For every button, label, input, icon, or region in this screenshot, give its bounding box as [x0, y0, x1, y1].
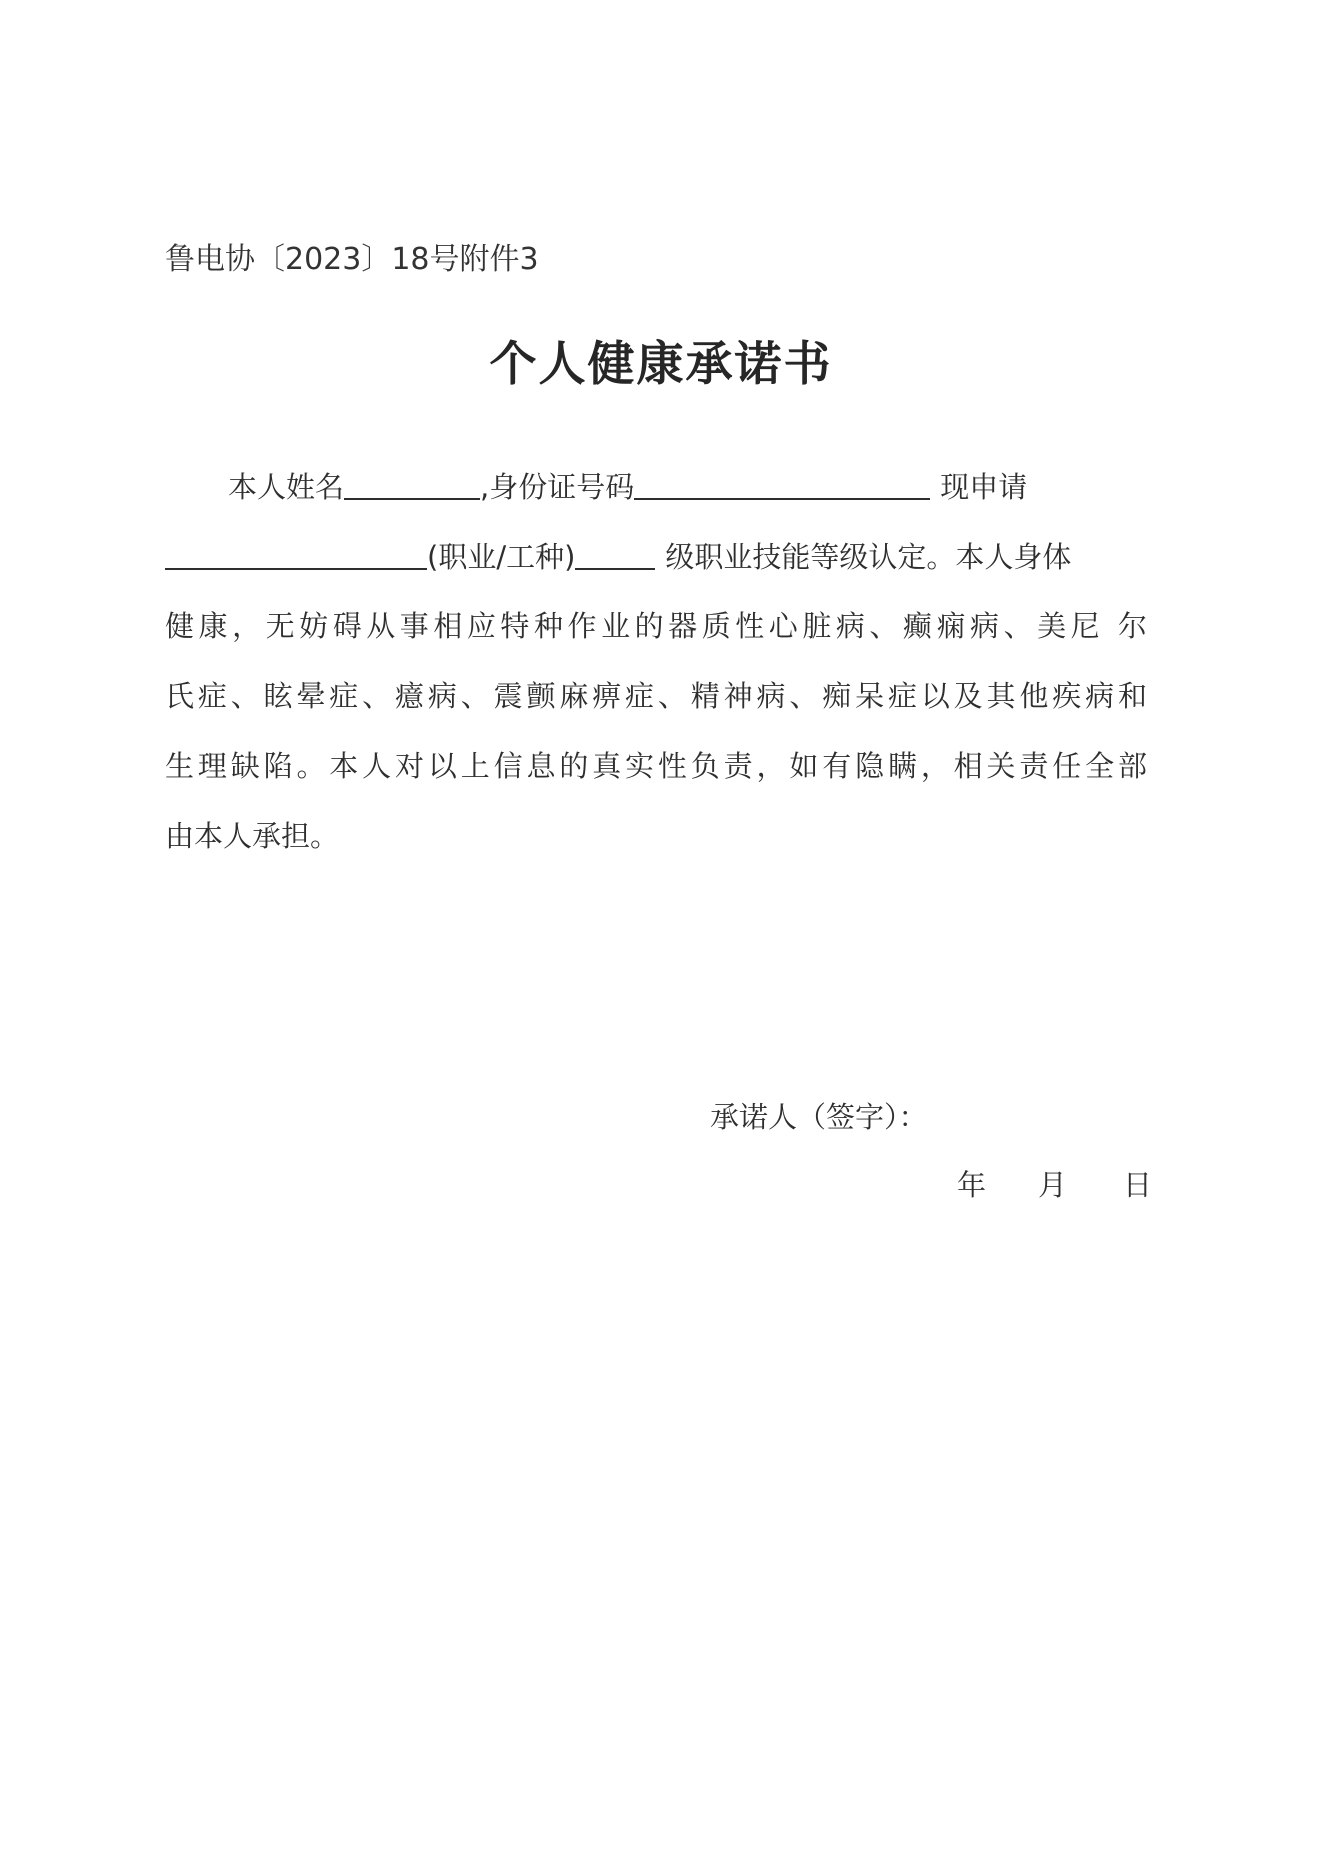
document-title: 个人健康承诺书 [489, 337, 833, 392]
id-number-label: ,身份证号码 [480, 470, 635, 504]
occupation-label: (职业/工种) [427, 540, 576, 574]
level-text: 级职业技能等级认定。本人身体 [665, 540, 1072, 574]
date-year-label: 年 [957, 1168, 987, 1202]
signature-label: 承诺人（签字）： [710, 1100, 928, 1134]
name-label: 本人姓名 [228, 470, 345, 504]
body-line-4: 氏症、眩晕症、癔病、震颤麻痹症、精神病、痴呆症以及其他疾病和 [165, 679, 1147, 713]
body-line-3: 健康，无妨碍从事相应特种作业的器质性心脏病、癫痫病、美尼 尔 [165, 609, 1147, 643]
id-number-blank[interactable] [634, 468, 930, 500]
document-number: 鲁电协〔2023〕18号附件3 [165, 242, 539, 277]
occupation-blank[interactable] [165, 538, 427, 570]
apply-label: 现申请 [940, 470, 1028, 504]
date-month-label: 月 [1038, 1168, 1068, 1202]
body-line-5: 生理缺陷。本人对以上信息的真实性负责，如有隐瞒，相关责任全部 [165, 749, 1147, 783]
name-blank[interactable] [344, 468, 480, 500]
date-row [957, 1165, 1152, 1205]
body-line-6: 由本人承担。 [165, 819, 340, 853]
level-blank[interactable] [575, 538, 655, 570]
body-line-1 [228, 467, 1027, 507]
body-line-2 [165, 537, 1071, 577]
date-day-label: 日 [1123, 1168, 1153, 1202]
